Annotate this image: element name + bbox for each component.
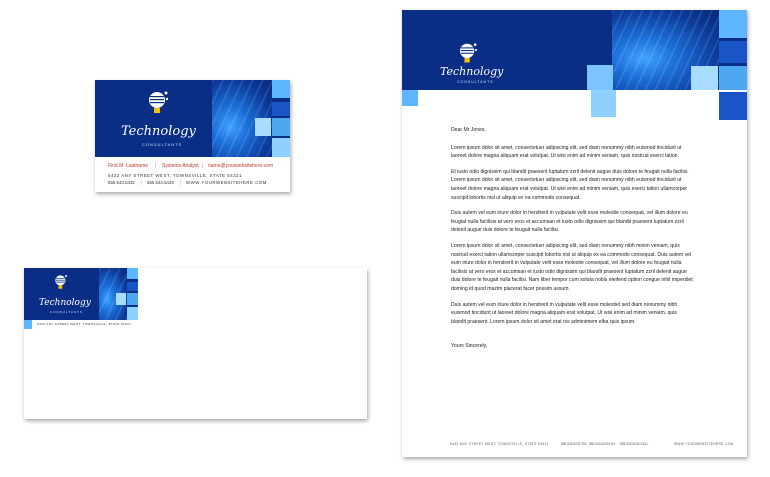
letterhead-footer-address: 5432 ANY STREET WEST, TOWNSVILLE, STATE 54321 [450, 442, 549, 446]
envelope-square [127, 293, 138, 305]
letterhead-square [719, 10, 747, 38]
card-square [272, 138, 290, 157]
envelope-square [127, 307, 138, 320]
envelope-square [24, 320, 32, 329]
card-logo-title: Technology [121, 124, 196, 139]
envelope-square [127, 282, 138, 291]
lightbulb-logo-icon [458, 42, 478, 67]
letterhead-footer-phone1: 555.543.5432 TEL [561, 442, 588, 446]
card-phone2: 555.543.5433 [147, 180, 174, 185]
envelope [24, 268, 367, 419]
letterhead-square [587, 65, 613, 90]
letterhead-square [719, 92, 747, 120]
letter-salutation: Dear Mr Jones, [451, 127, 486, 133]
card-address: 5432 ANY STREET WEST, TOWNSVILLE, STATE 54321 [108, 173, 243, 178]
letterhead-logo-title: Technology [440, 65, 504, 78]
card-square [272, 118, 290, 136]
letterhead-square [719, 66, 747, 90]
card-square [272, 80, 290, 98]
letterhead-footer-phone2: 555.543.5433 FAX [589, 442, 616, 446]
card-logo-tagline: CONSULTANTS [142, 142, 183, 147]
lightbulb-logo-icon [54, 274, 68, 292]
letter-paragraph: Duis autem vel eum iriure dolor in hendrerit in vulputate velit esse molestie consequat, vel illum dolore eu feugiat nulla facilisis at vero eros et accumsan et iusto odio dignissim qui blandit praesent luptatum zzril delenit augue duis dolore te feugait nulla facilisi. [451, 210, 688, 234]
letter-paragraph: Et iusto odio dignissim qui blandit praesent luptatum zzril delenit augue duis dolore te feugait nulla facilisi. Lorem ipsum dolor sit amet, consectetuer adipiscing elit, sed diam nonummy nibh euismod tincidunt ut laoreet dolore magna aliquam erat volutpat. Ut wisi enim ad minim veniam, quis exerci tation ullamcorper suscipit lobortis nisl ut aliquip ex ea commodo consequat. [451, 168, 689, 201]
lightbulb-logo-icon [147, 90, 169, 118]
card-person-name: First M. Lastname [108, 163, 149, 169]
card-sep: | [155, 163, 157, 169]
letter-paragraph: Lorem ipsum dolor sit amet, consectetuer adipiscing elit, sed diam nonummy nibh euismod tincidunt ut laoreet dolore magna aliquam erat volutpat. Ut wisi enim ad minim veniam, quis nostrud exerci tation. [451, 144, 682, 160]
letter-paragraph: Lorem ipsum dolor sit amet, consectetuer adipiscing elit, sed diam nonummy nibh minim veniam, quis nostrud exerci tation ullamcorper suscipit lobortis nisl ut aliquip ex ea commodo consequat. Duis autem vel eum iriure dolor in hendrerit in vulputate velit esse molestie consequat, vel illum dolore eu feugiat nulla facilisis at vero eros et accumsan et iusto odio dignissim qui blandit praesent luptatum zzril delenit augue duis dolore te feugait nulla facilisi. Nam liber tempor cum soluta nobis eleifend option congue nihil imperdiet doming id quod mazim placerat facer possim assum. [451, 242, 693, 292]
letter-body [451, 126, 693, 358]
envelope-logo-title: Technology [39, 298, 91, 308]
letterhead-square [591, 90, 616, 117]
envelope-logo-tagline: CONSULTANTS [50, 310, 83, 314]
letterhead-footer-website: WWW.YOURWEBSITEHERE.COM [674, 442, 734, 446]
letter-paragraph: Duis autem vel eum iriure dolor in hendrerit in vulputate velit esse molestiet sed diam nonummy nibh euismod tincidunt ut laoreet dolore magna aliquam erat volutpat. Ut wisi enim ad minim veniam, quis blandit praesent. Lorem ipsum dolor sit amet erat nis adminimem elba quis ipsum. [451, 301, 678, 325]
card-square [272, 102, 290, 116]
envelope-square [116, 293, 126, 305]
card-sep: | [141, 180, 143, 185]
letterhead-logo-tagline: CONSULTANTS [457, 80, 494, 84]
letterhead-square [691, 66, 718, 90]
card-square [255, 118, 271, 136]
card-website: WWW.YOURWEBSITEHERE.COM [186, 180, 267, 185]
card-phone1: 555.543.5432 [108, 180, 135, 185]
card-person-title: Systems Analyst [162, 163, 199, 169]
envelope-address: 5432 ANY STREET WEST, TOWNSVILLE, STATE 54321 [37, 322, 132, 326]
card-sep: | [180, 180, 182, 185]
letter-closing: Yours Sincerely, [451, 343, 488, 350]
letterhead-footer-phone3: 555.543.5434 CELL [620, 442, 649, 446]
business-card [95, 80, 290, 192]
letterhead-square [402, 90, 418, 106]
card-sep: | [202, 163, 204, 169]
letterhead-square [719, 41, 747, 63]
envelope-square [127, 268, 138, 279]
card-email: name@yourwebsitehere.com [208, 163, 274, 169]
